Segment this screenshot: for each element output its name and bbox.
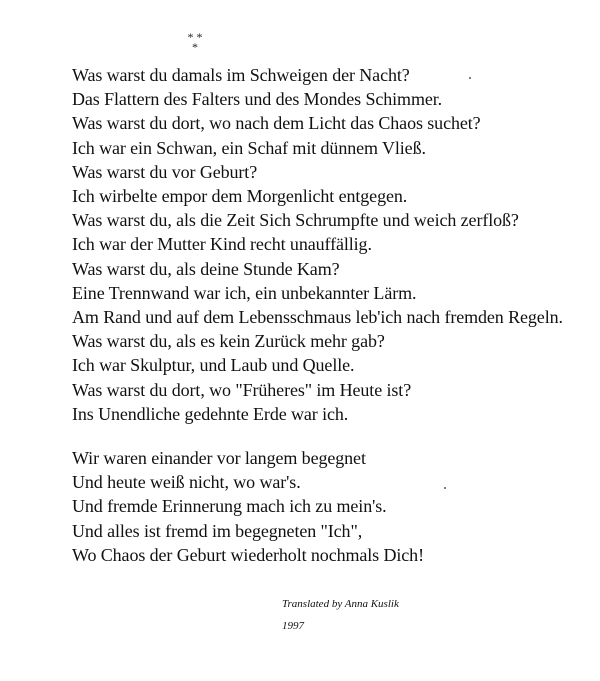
- poem-line: Was warst du damals im Schweigen der Nacht?: [72, 65, 410, 85]
- translation-credit: [282, 593, 399, 637]
- poem-line: Das Flattern des Falters und des Mondes Schimmer.: [72, 89, 443, 110]
- poem-line: Eine Trennwand war ich, ein unbekannter Lärm.: [72, 282, 417, 303]
- translator-name: Translated by Anna Kuslik: [282, 598, 399, 610]
- poem-line: Und fremde Erinnerung mach ich zu mein's.: [72, 496, 387, 517]
- translation-year: 1997: [282, 620, 304, 632]
- poem-line: Ich war Skulptur, und Laub und Quelle.: [72, 355, 355, 376]
- section-asterism: [180, 32, 210, 56]
- poem-line: Ins Unendliche gedehnte Erde war ich.: [72, 403, 349, 424]
- asterism-bottom: *: [192, 40, 198, 54]
- poem-line: Was warst du, als die Zeit Sich Schrumpfte und weich zerfloß?: [72, 210, 519, 231]
- scan-speck: [444, 487, 446, 489]
- poem-line: Ich war ein Schwan, ein Schaf mit dünnem Vließ.: [72, 137, 426, 158]
- poem-line: Und alles ist fremd im begegneten "Ich",: [72, 520, 363, 541]
- asterism-top: * *: [187, 30, 203, 44]
- poem-line: Am Rand und auf dem Lebensschmaus leb'ich nach fremden Regeln.: [72, 307, 563, 328]
- poem-line: Wo Chaos der Geburt wiederholt nochmals Dich!: [72, 544, 424, 565]
- poem-stanza-2: [72, 446, 424, 567]
- poem-stanza-1: [72, 63, 563, 426]
- poem-line: Was warst du vor Geburt?: [72, 161, 258, 182]
- poem-line: Ich wirbelte empor dem Morgenlicht entgegen.: [72, 186, 408, 207]
- poem-line: Wir waren einander vor langem begegnet: [72, 448, 366, 468]
- poem-line: Was warst du, als es kein Zurück mehr gab?: [72, 331, 385, 352]
- poem-line: Ich war der Mutter Kind recht unauffällig.: [72, 234, 372, 255]
- poem-line: Was warst du dort, wo "Früheres" im Heute ist?: [72, 379, 412, 400]
- poem-line: Was warst du, als deine Stunde Kam?: [72, 258, 340, 279]
- poem-line: Und heute weiß nicht, wo war's.: [72, 472, 301, 493]
- poem-line: Was warst du dort, wo nach dem Licht das Chaos suchet?: [72, 113, 481, 134]
